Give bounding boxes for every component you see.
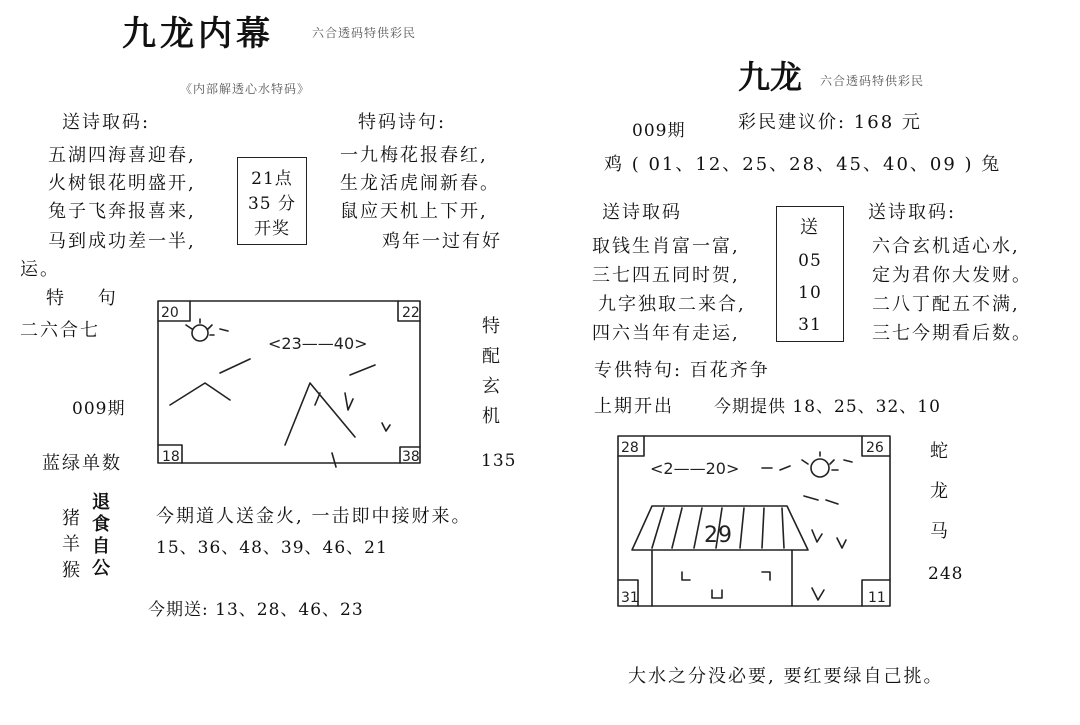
left-send: 今期送: 13、28、46、23 <box>148 600 364 620</box>
right-poem-line-r: 三七今期看后数。 <box>872 323 1032 344</box>
right-issue: 009期 <box>632 121 686 141</box>
left-side-char: 特 <box>482 316 502 337</box>
right-sketch-birds <box>804 496 838 504</box>
left-sketch-num-tr: 22 <box>402 305 420 321</box>
left-title: 九龙内幕 <box>122 14 274 54</box>
right-sketch-num-tl: 28 <box>621 440 639 456</box>
left-special-phrase: 二六合七 <box>20 320 100 341</box>
left-poem-line-r: 鼠应天机上下开, <box>340 201 488 222</box>
right-poem-line-r: 六合玄机适心水, <box>872 236 1020 257</box>
left-poem-heading-l: 送诗取码: <box>62 112 151 133</box>
left-sketch-strokes <box>170 359 375 445</box>
vertical-bold-char: 食 <box>92 514 112 535</box>
left-poem-line: 兔子飞奔报喜来, <box>48 201 196 222</box>
left-sketch-num-bl: 18 <box>162 449 180 465</box>
right-last-issue: 上期开出 <box>594 396 674 417</box>
right-sketch-grass <box>812 530 846 600</box>
right-sketch-center-num: 29 <box>704 523 732 548</box>
right-box-number: 31 <box>798 315 822 335</box>
left-title-sub: 六合透码特供彩民 <box>312 26 417 40</box>
left-side-vertical <box>482 312 502 432</box>
right-sketch-num-bl: 31 <box>621 590 639 606</box>
right-box-number: 10 <box>798 283 822 303</box>
left-animals <box>62 506 82 584</box>
right-title-sub: 六合透码特供彩民 <box>820 74 925 88</box>
right-poem-line: 三七四五同时贺, <box>592 265 740 286</box>
draw-time-box <box>237 157 307 245</box>
right-sketch-num-tr: 26 <box>866 440 884 456</box>
right-side-num: 248 <box>928 564 964 584</box>
right-side-char: 马 <box>930 521 950 542</box>
right-sketch-windows <box>682 572 770 598</box>
vertical-bold-char: 公 <box>92 558 112 579</box>
draw-time-label: 开奖 <box>254 218 290 239</box>
left-side-num: 135 <box>481 451 517 471</box>
right-special: 专供特句: 百花齐争 <box>594 360 770 381</box>
left-poem-line-r: 生龙活虎闹新春。 <box>340 173 500 194</box>
right-sketch-sun <box>811 459 829 477</box>
right-number-box <box>776 206 844 342</box>
left-poem-line-r: 鸡年一过有好 <box>382 231 502 252</box>
left-poem-line-r: 一九梅花报春红, <box>340 145 488 166</box>
animal-label: 猴 <box>62 560 82 581</box>
right-title: 九龙 <box>738 58 803 96</box>
left-side-char: 配 <box>482 346 502 367</box>
left-poem-line: 火树银花明盛开, <box>48 173 196 194</box>
left-poem-line: 五湖四海喜迎春, <box>48 145 196 166</box>
right-side-vertical <box>930 432 950 552</box>
left-inner-note: 《内部解透心水特码》 <box>180 82 311 96</box>
right-sketch-sun-rays <box>802 452 852 470</box>
left-poem-line: 马到成功差一半, <box>48 231 196 252</box>
right-side-char: 蛇 <box>930 441 950 462</box>
left-sketch-num-tl: 20 <box>161 305 179 321</box>
left-side-char: 玄 <box>482 376 502 397</box>
animal-label: 羊 <box>62 534 82 555</box>
right-poem-line: 取钱生肖富一富, <box>592 236 740 257</box>
left-sketch-marks <box>332 393 390 467</box>
right-sketch-num-br: 11 <box>868 590 886 606</box>
right-provide: 今期提供 18、25、32、10 <box>714 397 941 417</box>
left-special-heading: 特 句 <box>46 288 130 309</box>
left-sketch-num-br: 38 <box>402 449 420 465</box>
draw-time-hour: 21点 <box>251 168 293 189</box>
right-rooster-line: 鸡 ( 01、12、25、28、45、40、09 ) 兔 <box>604 154 1002 175</box>
vertical-bold-char: 退 <box>92 492 112 513</box>
right-poem-heading-l: 送诗取码 <box>602 202 682 223</box>
left-color-hint: 蓝绿单数 <box>42 453 122 474</box>
right-side-char: 龙 <box>930 481 950 502</box>
right-poem-line: 四六当年有走运, <box>592 323 740 344</box>
right-poem-heading-r: 送诗取码: <box>868 202 957 223</box>
right-sketch-dashes <box>762 466 790 470</box>
right-footer: 大水之分没必要, 要红要绿自己挑。 <box>628 666 944 687</box>
left-poem-tail: 运。 <box>20 259 60 280</box>
right-box-label: 送 <box>800 217 820 238</box>
right-poem-line-r: 二八丁配五不满, <box>872 294 1020 315</box>
left-sketch <box>150 295 430 470</box>
right-box-number: 05 <box>798 251 822 271</box>
left-line2: 15、36、48、39、46、21 <box>156 538 388 558</box>
left-line1: 今期道人送金火, 一击即中接财来。 <box>156 506 472 527</box>
right-price: 彩民建议价: 168 元 <box>738 112 922 133</box>
left-issue: 009期 <box>72 399 126 419</box>
vertical-bold-char: 自 <box>92 536 112 557</box>
left-poem-heading-r: 特码诗句: <box>358 112 447 133</box>
right-poem-line: 九字独取二来合, <box>598 294 746 315</box>
animal-label: 猪 <box>62 508 82 529</box>
left-sketch-range: <23——40> <box>268 334 368 353</box>
right-sketch <box>612 430 896 612</box>
right-poem-line-r: 定为君你大发财。 <box>872 265 1032 286</box>
left-vertical-bold <box>92 492 112 580</box>
left-sketch-sun <box>192 325 208 341</box>
left-side-char: 机 <box>482 406 502 427</box>
right-sketch-range: <2——20> <box>650 459 740 478</box>
draw-time-minute: 35 分 <box>247 193 297 214</box>
